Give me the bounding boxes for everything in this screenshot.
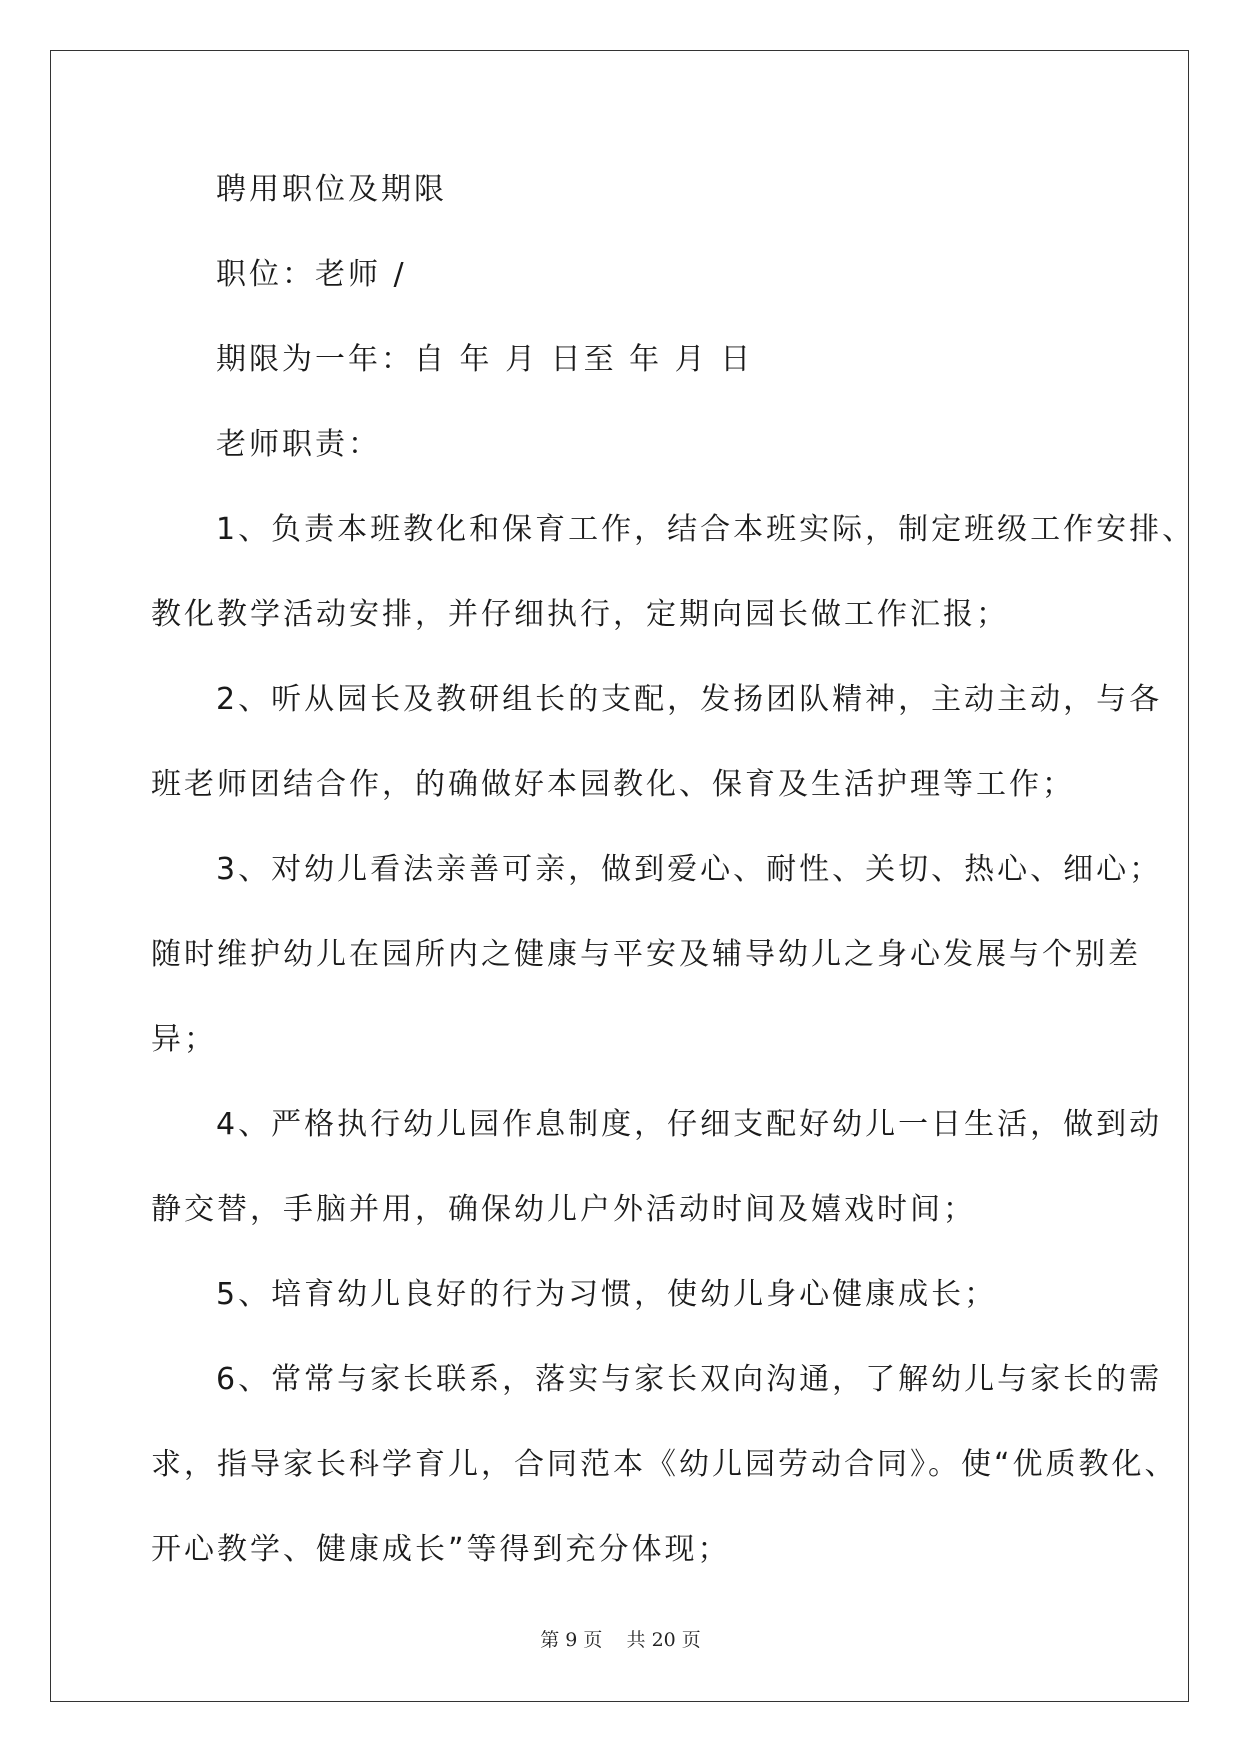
- duty-5-line-1: 5、培育幼儿良好的行为习惯，使幼儿身心健康成长；: [216, 1277, 998, 1312]
- duty-3-line-3: 异；: [151, 1022, 217, 1057]
- position-line: 职位：老师 /: [216, 257, 407, 292]
- section-heading-position-term: 聘用职位及期限: [216, 172, 447, 207]
- duty-1-line-1: 1、负责本班教化和保育工作，结合本班实际，制定班级工作安排、: [216, 512, 1196, 547]
- duty-3-line-2: 随时维护幼儿在园所内之健康与平安及辅导幼儿之身心发展与个别差: [151, 937, 1141, 972]
- duty-6-line-1: 6、常常与家长联系，落实与家长双向沟通，了解幼儿与家长的需: [216, 1362, 1163, 1397]
- duty-4-line-1: 4、严格执行幼儿园作息制度，仔细支配好幼儿一日生活，做到动: [216, 1107, 1163, 1142]
- duty-6-line-2: 求，指导家长科学育儿，合同范本《幼儿园劳动合同》。使“优质教化、: [151, 1447, 1178, 1482]
- duty-6-line-3: 开心教学、健康成长”等得到充分体现；: [151, 1532, 731, 1567]
- duty-2-line-1: 2、听从园长及教研组长的支配，发扬团队精神，主动主动，与各: [216, 682, 1163, 717]
- duty-1-line-2: 教化教学活动安排，并仔细执行，定期向园长做工作汇报；: [151, 597, 1009, 632]
- page-footer: [0, 1625, 1241, 1652]
- duty-4-line-2: 静交替，手脑并用，确保幼儿户外活动时间及嬉戏时间；: [151, 1192, 976, 1227]
- page-number-label: 第 9 页 共 20 页: [540, 1629, 701, 1651]
- duty-2-line-2: 班老师团结合作，的确做好本园教化、保育及生活护理等工作；: [151, 767, 1075, 802]
- term-line: 期限为一年：自 年 月 日至 年 月 日: [216, 342, 754, 377]
- duty-3-line-1: 3、对幼儿看法亲善可亲，做到爱心、耐性、关切、热心、细心；: [216, 852, 1163, 887]
- section-heading-duties: 老师职责：: [216, 427, 381, 462]
